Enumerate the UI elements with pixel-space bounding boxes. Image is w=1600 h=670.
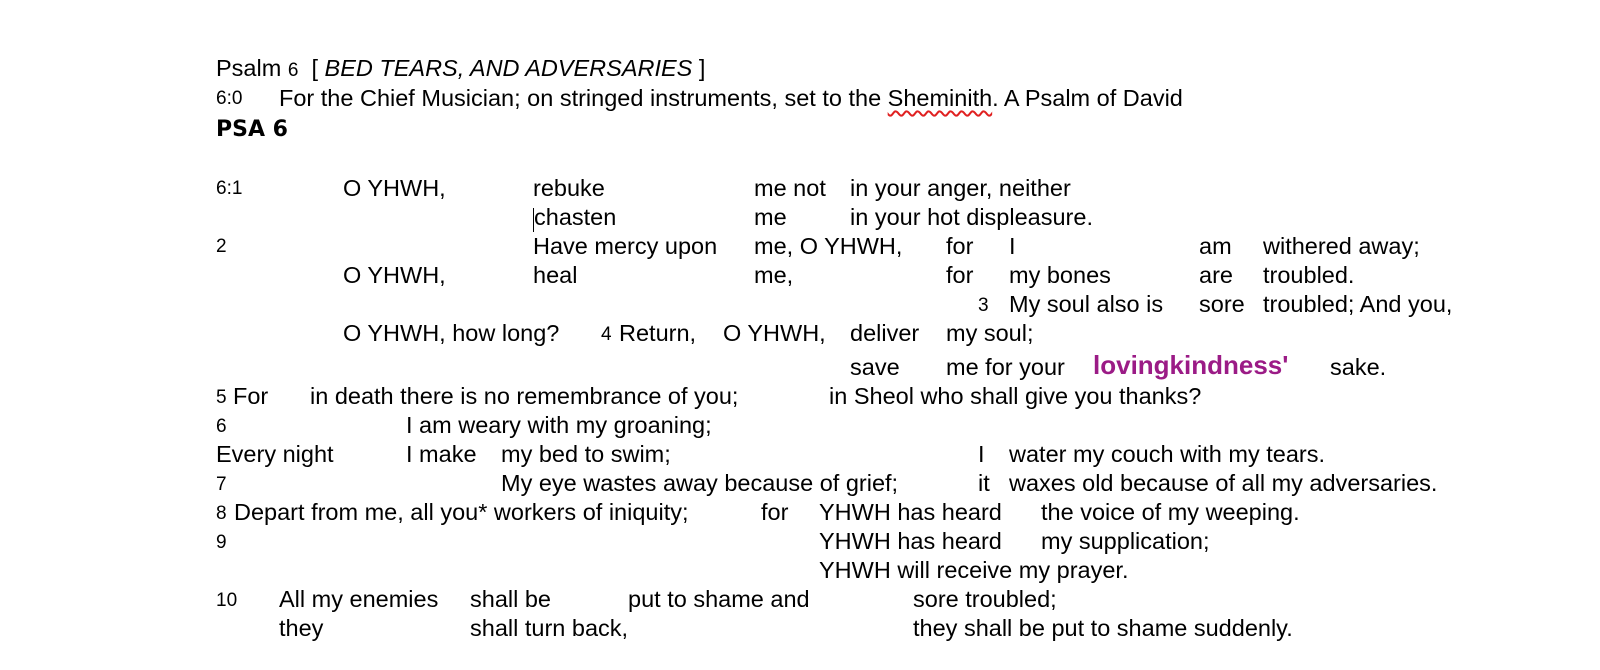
- text-cell: I: [978, 441, 985, 467]
- text-cell: sore troubled;: [913, 586, 1057, 612]
- text-cell: For: [233, 383, 269, 409]
- text-cell: my bones: [1009, 262, 1111, 288]
- text-cell: YHWH will receive my prayer.: [819, 557, 1129, 583]
- text-cell: troubled.: [1263, 262, 1355, 288]
- text-cell: my supplication;: [1041, 528, 1210, 554]
- text-cell: it: [978, 470, 990, 496]
- text-cell: me not: [754, 175, 826, 201]
- text-cell: O YHWH,: [343, 175, 446, 201]
- bracket-close: ]: [698, 55, 706, 81]
- text-cell: for: [946, 233, 974, 259]
- psalm-title: BED TEARS, AND ADVERSARIES: [324, 55, 693, 81]
- psa-label: PSA 6: [216, 117, 288, 142]
- text-cell: my soul;: [946, 320, 1034, 346]
- text-cell: for: [761, 499, 789, 525]
- text-cell: me,: [754, 262, 794, 288]
- text-cell: my bed to swim;: [501, 441, 671, 467]
- text-cell: rebuke: [533, 175, 605, 201]
- verse-ref-6: 6: [216, 416, 227, 437]
- text-cell: put to shame and: [628, 586, 810, 612]
- text-cell: sore: [1199, 291, 1245, 317]
- psalm-word: Psalm: [216, 55, 282, 81]
- text-cell: for: [946, 262, 974, 288]
- text-cell: shall turn back,: [470, 615, 629, 641]
- text-cell: Depart from me, all you* workers of iniquity;: [234, 499, 689, 525]
- verse-ref-7: 7: [216, 474, 227, 495]
- psalm-heading: [216, 54, 705, 85]
- text-cell: I make: [406, 441, 477, 467]
- text-cell: are: [1199, 262, 1233, 288]
- text-cell: Have mercy upon: [533, 233, 718, 259]
- text-cell: All my enemies: [279, 586, 439, 612]
- text-cell: YHWH has heard: [819, 499, 1002, 525]
- verse-ref-9: 9: [216, 532, 227, 553]
- text-cell: in your anger, neither: [850, 175, 1071, 201]
- verse-ref-10: 10: [216, 590, 238, 611]
- text-cell: chasten: [534, 204, 617, 230]
- text-cell: Every night: [216, 441, 334, 467]
- verse-ref-6-1: 6:1: [216, 178, 243, 199]
- text-cell: O YHWH,: [343, 262, 446, 288]
- text-cell: O YHWH,: [723, 320, 826, 346]
- verse-ref-4: 4: [601, 324, 612, 345]
- text-cell: troubled; And you,: [1263, 291, 1453, 317]
- text-cell: O YHWH, how long?: [343, 320, 560, 346]
- misspelled-word[interactable]: Sheminith: [887, 85, 993, 111]
- text-cell: in your hot displeasure.: [850, 204, 1093, 230]
- verse-ref-2: 2: [216, 236, 227, 257]
- psalm-number: 6: [287, 60, 299, 81]
- text-cell: I am weary with my groaning;: [406, 412, 712, 438]
- verse-ref-8: 8: [216, 503, 227, 524]
- text-cell: I: [1009, 233, 1016, 259]
- text-cell: water my couch with my tears.: [1009, 441, 1326, 467]
- text-cell: the voice of my weeping.: [1041, 499, 1300, 525]
- verse-ref-3: 3: [978, 295, 989, 316]
- text-cell: shall be: [470, 586, 551, 612]
- verse-ref-6-0: 6:0: [216, 88, 243, 109]
- superscription: [279, 84, 1183, 112]
- bracket-open: [: [311, 55, 318, 81]
- text-cell: heal: [533, 262, 578, 288]
- text-cell: me: [754, 204, 787, 230]
- text-cell: deliver: [850, 320, 920, 346]
- text-cell: My soul also is: [1009, 291, 1164, 317]
- text-cell: am: [1199, 233, 1232, 259]
- text-cell: waxes old because of all my adversaries.: [1009, 470, 1438, 496]
- text-cell: in Sheol who shall give you thanks?: [829, 383, 1202, 409]
- text-cell: save: [850, 354, 900, 380]
- text-cell: My eye wastes away because of grief;: [501, 470, 899, 496]
- text-cell: Return,: [619, 320, 697, 346]
- text-cell: they: [279, 615, 324, 641]
- text-cell: withered away;: [1263, 233, 1420, 259]
- text-cell: YHWH has heard: [819, 528, 1002, 554]
- text-cell: me for your: [946, 354, 1065, 380]
- highlighted-word: lovingkindness': [1093, 350, 1289, 380]
- text-cell: they shall be put to shame suddenly.: [913, 615, 1293, 641]
- text-cell: in death there is no remembrance of you;: [310, 383, 739, 409]
- superscription-text-a: For the Chief Musician; on stringed instruments, set to the: [279, 85, 888, 111]
- text-cell: sake.: [1330, 354, 1387, 380]
- verse-ref-5: 5: [216, 387, 227, 408]
- superscription-text-b: . A Psalm of David: [992, 85, 1183, 111]
- text-cell: me, O YHWH,: [754, 233, 903, 259]
